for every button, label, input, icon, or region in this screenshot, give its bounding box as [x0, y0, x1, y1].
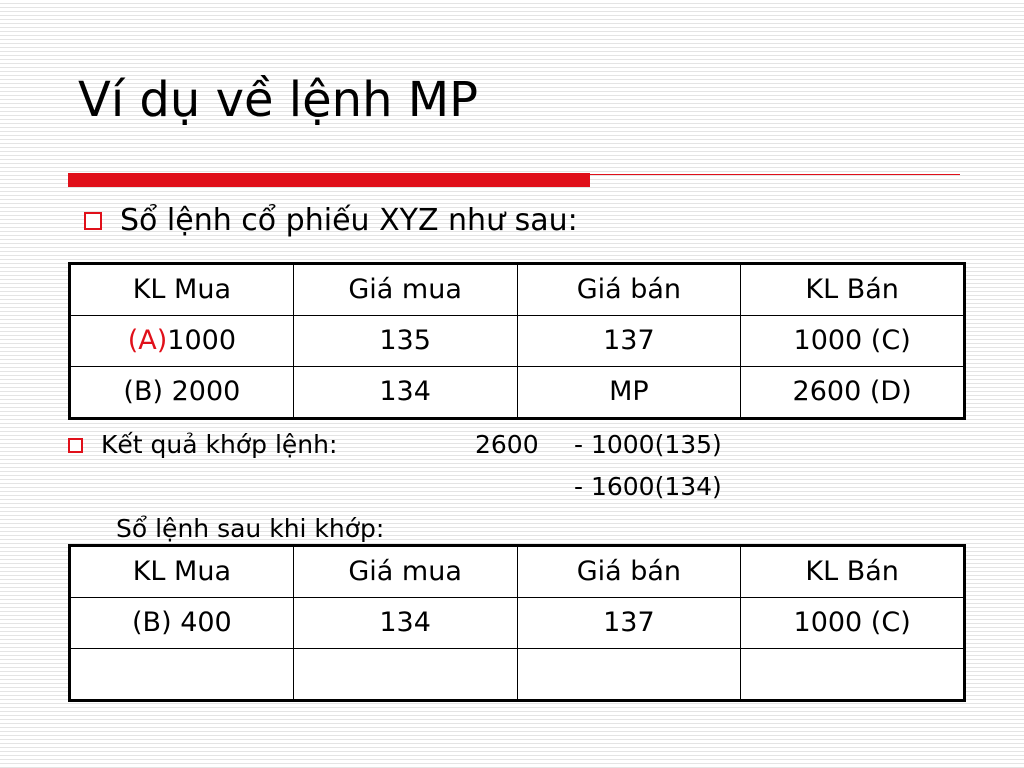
header-gia-ban: Giá bán: [517, 264, 741, 316]
cell-gia-mua: 135: [293, 316, 517, 367]
cell-gia-ban: 137: [517, 316, 741, 367]
cell-kl-mua: (B) 400: [70, 598, 294, 649]
table-row: [70, 598, 965, 649]
table-row: [70, 316, 965, 367]
cell-gia-mua: 134: [293, 367, 517, 419]
cell-kl-ban: [741, 649, 965, 701]
cell-gia-mua: 134: [293, 598, 517, 649]
hollow-square-icon: [68, 438, 83, 453]
cell-gia-ban: 137: [517, 598, 741, 649]
order-book-after-table: [68, 544, 966, 702]
hollow-square-icon: [84, 212, 102, 230]
title-divider-thick: [68, 173, 590, 187]
bullet-order-book-text: Sổ lệnh cổ phiếu XYZ như sau:: [120, 203, 578, 238]
bullet-match-result: [68, 426, 337, 464]
cell-gia-ban: [517, 649, 741, 701]
table-header-row: [70, 264, 965, 316]
cell-kl-mua-value: 1000: [167, 325, 236, 356]
header-gia-ban: Giá bán: [517, 546, 741, 598]
cell-kl-ban: 1000 (C): [741, 316, 965, 367]
order-book-after-label: Sổ lệnh sau khi khớp:: [116, 514, 385, 543]
header-gia-mua: Giá mua: [293, 546, 517, 598]
bullet-order-book: [84, 198, 578, 244]
header-kl-mua: KL Mua: [70, 264, 294, 316]
slide-title: Ví dụ về lệnh MP: [78, 72, 479, 128]
order-marker-a: (A): [127, 325, 168, 356]
order-book-table: [68, 262, 966, 420]
match-line-1: - 1000(135): [574, 430, 722, 459]
title-divider-thin: [590, 174, 960, 175]
cell-kl-ban: 1000 (C): [741, 598, 965, 649]
cell-kl-mua: (B) 2000: [70, 367, 294, 419]
cell-gia-ban: MP: [517, 367, 741, 419]
table-row: [70, 367, 965, 419]
match-line-2: - 1600(134): [574, 472, 722, 501]
table-header-row: [70, 546, 965, 598]
table-row: [70, 649, 965, 701]
header-kl-ban: KL Bán: [741, 546, 965, 598]
cell-kl-mua: [70, 316, 294, 367]
header-gia-mua: Giá mua: [293, 264, 517, 316]
header-kl-ban: KL Bán: [741, 264, 965, 316]
match-total: 2600: [475, 430, 539, 459]
match-result-label: Kết quả khớp lệnh:: [101, 430, 338, 459]
cell-kl-ban: 2600 (D): [741, 367, 965, 419]
cell-gia-mua: [293, 649, 517, 701]
header-kl-mua: KL Mua: [70, 546, 294, 598]
cell-kl-mua: [70, 649, 294, 701]
